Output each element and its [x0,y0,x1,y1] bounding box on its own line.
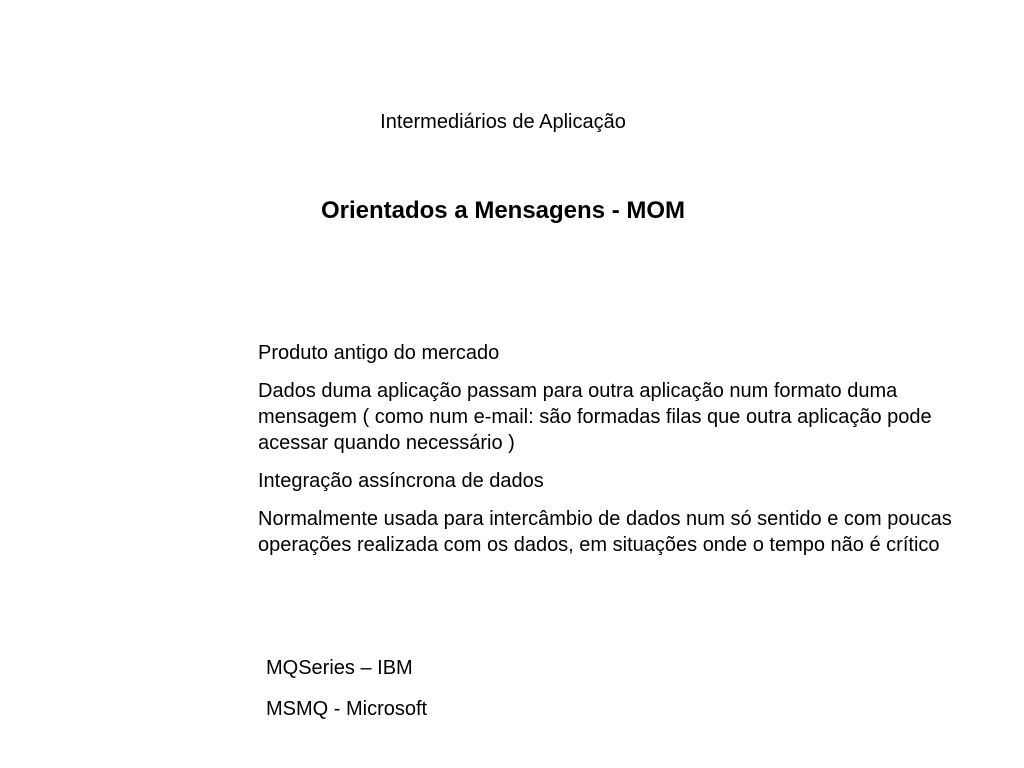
bullet-item: Produto antigo do mercado [258,342,500,364]
bullet-item: Normalmente usada para intercâmbio de dados num só sentido e com poucas operações realizada com os dados, em situações onde o tempo não é crítico [258,508,952,556]
bullet-item: Integração assíncrona de dados [258,470,544,492]
product-list [266,655,766,737]
bullet-list [258,340,998,570]
bullet-item: Dados duma aplicação passam para outra aplicação num formato duma mensagem ( como num e-mail: são formadas filas que outra aplicação pode acessar quando necessário ) [258,380,932,454]
slide-title: Intermediários de Aplicação [380,111,626,133]
slide-subtitle: Orientados a Mensagens - MOM [320,197,686,224]
product-item: MSMQ - Microsoft [266,698,428,720]
product-item: MQSeries – IBM [266,657,413,679]
